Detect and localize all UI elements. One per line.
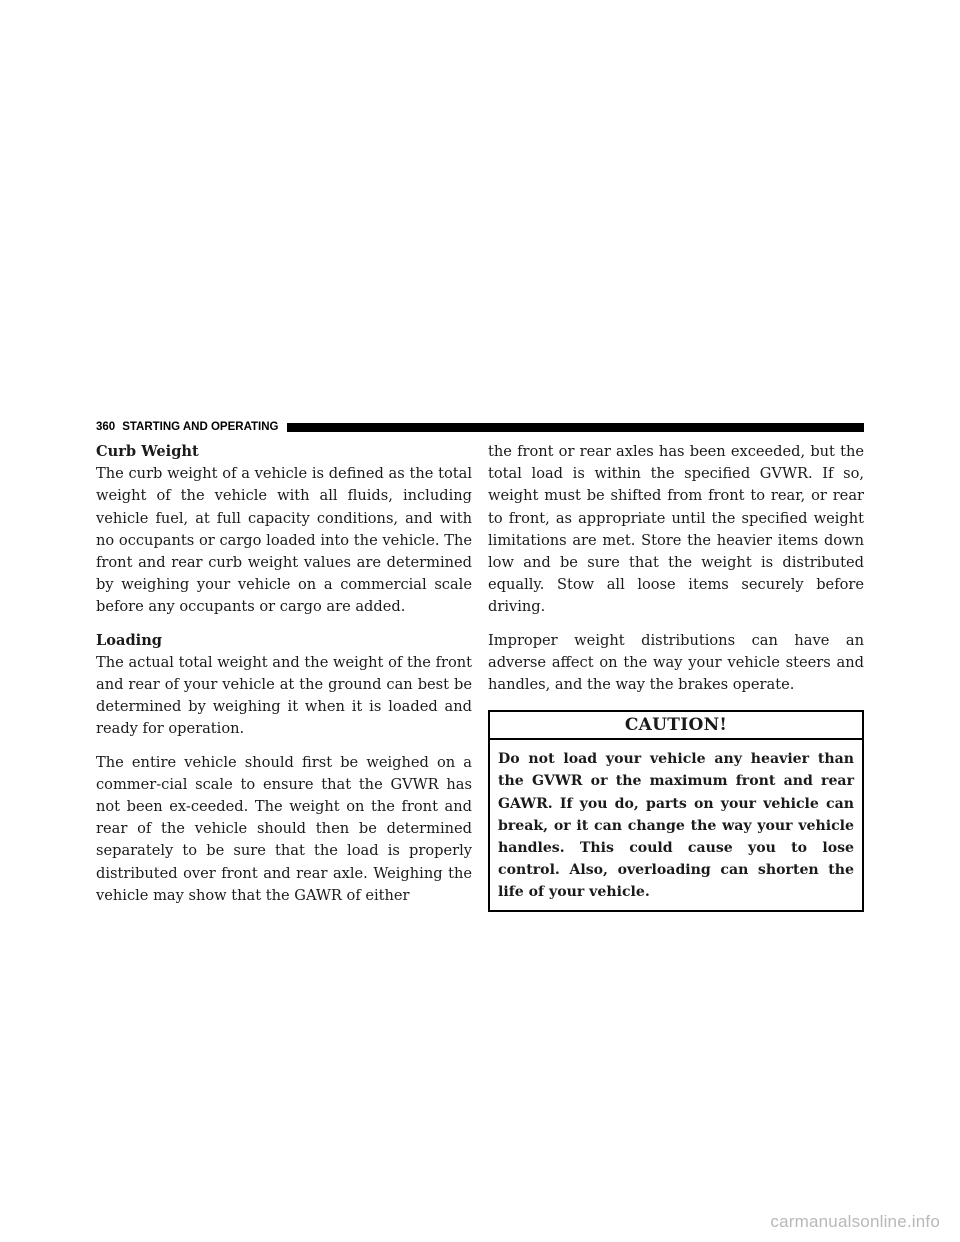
- right-column: [488, 441, 864, 912]
- left-column: [96, 441, 472, 907]
- page-number: 360: [96, 421, 116, 433]
- section-title: STARTING AND OPERATING: [122, 421, 279, 433]
- caution-text: Do not load your vehicle any heavier than the GVWR or the maximum front and rear GAWR. If you do, parts on your vehicle can break, or it can change the way your vehicle handles. This could cause you to lose control. Also, overloading can shorten the life of your vehicle.: [498, 751, 854, 901]
- loading-paragraph: The actual total weight and the weight of the front and rear of your vehicle at the ground can best be determined by weighing it when it is loaded and ready for operation.: [96, 653, 472, 738]
- header-rule: [287, 423, 865, 432]
- watermark: carmanualsonline.info: [770, 1212, 940, 1231]
- page-header: [96, 420, 864, 434]
- improper-distribution-paragraph: Improper weight distributions can have an adverse affect on the way your vehicle steers and handles, and the way the brakes operate.: [488, 631, 864, 694]
- curb-weight-paragraph: The curb weight of a vehicle is defined as the total weight of the vehicle with all fluids, including vehicle fuel, at full capacity conditions, and with no occupants or cargo loaded into the vehicle. The front and rear curb weight values are determined by weighing your vehicle on a commercial scale before any occupants or cargo are added.: [96, 465, 472, 616]
- caution-title: CAUTION!: [490, 712, 862, 740]
- curb-weight-heading: Curb Weight: [96, 443, 199, 460]
- weighing-paragraph: The entire vehicle should first be weighed on a commer-cial scale to ensure that the GVWR has not been ex-ceeded. The weight on the front and rear of the vehicle should then be determined separately to be sure that the load is properly distributed over front and rear axle. Weighing the vehicle may show that the GAWR of either: [96, 753, 472, 904]
- caution-box: [488, 710, 864, 911]
- loading-heading: Loading: [96, 631, 163, 649]
- continued-paragraph: the front or rear axles has been exceeded, but the total load is within the specified GVWR. If so, weight must be shifted from front to rear, or rear to front, as appropriate until the specified weight limitations are met. Store the heavier items down low and be sure that the weight is distributed equally. Stow all loose items securely before driving.: [488, 443, 864, 616]
